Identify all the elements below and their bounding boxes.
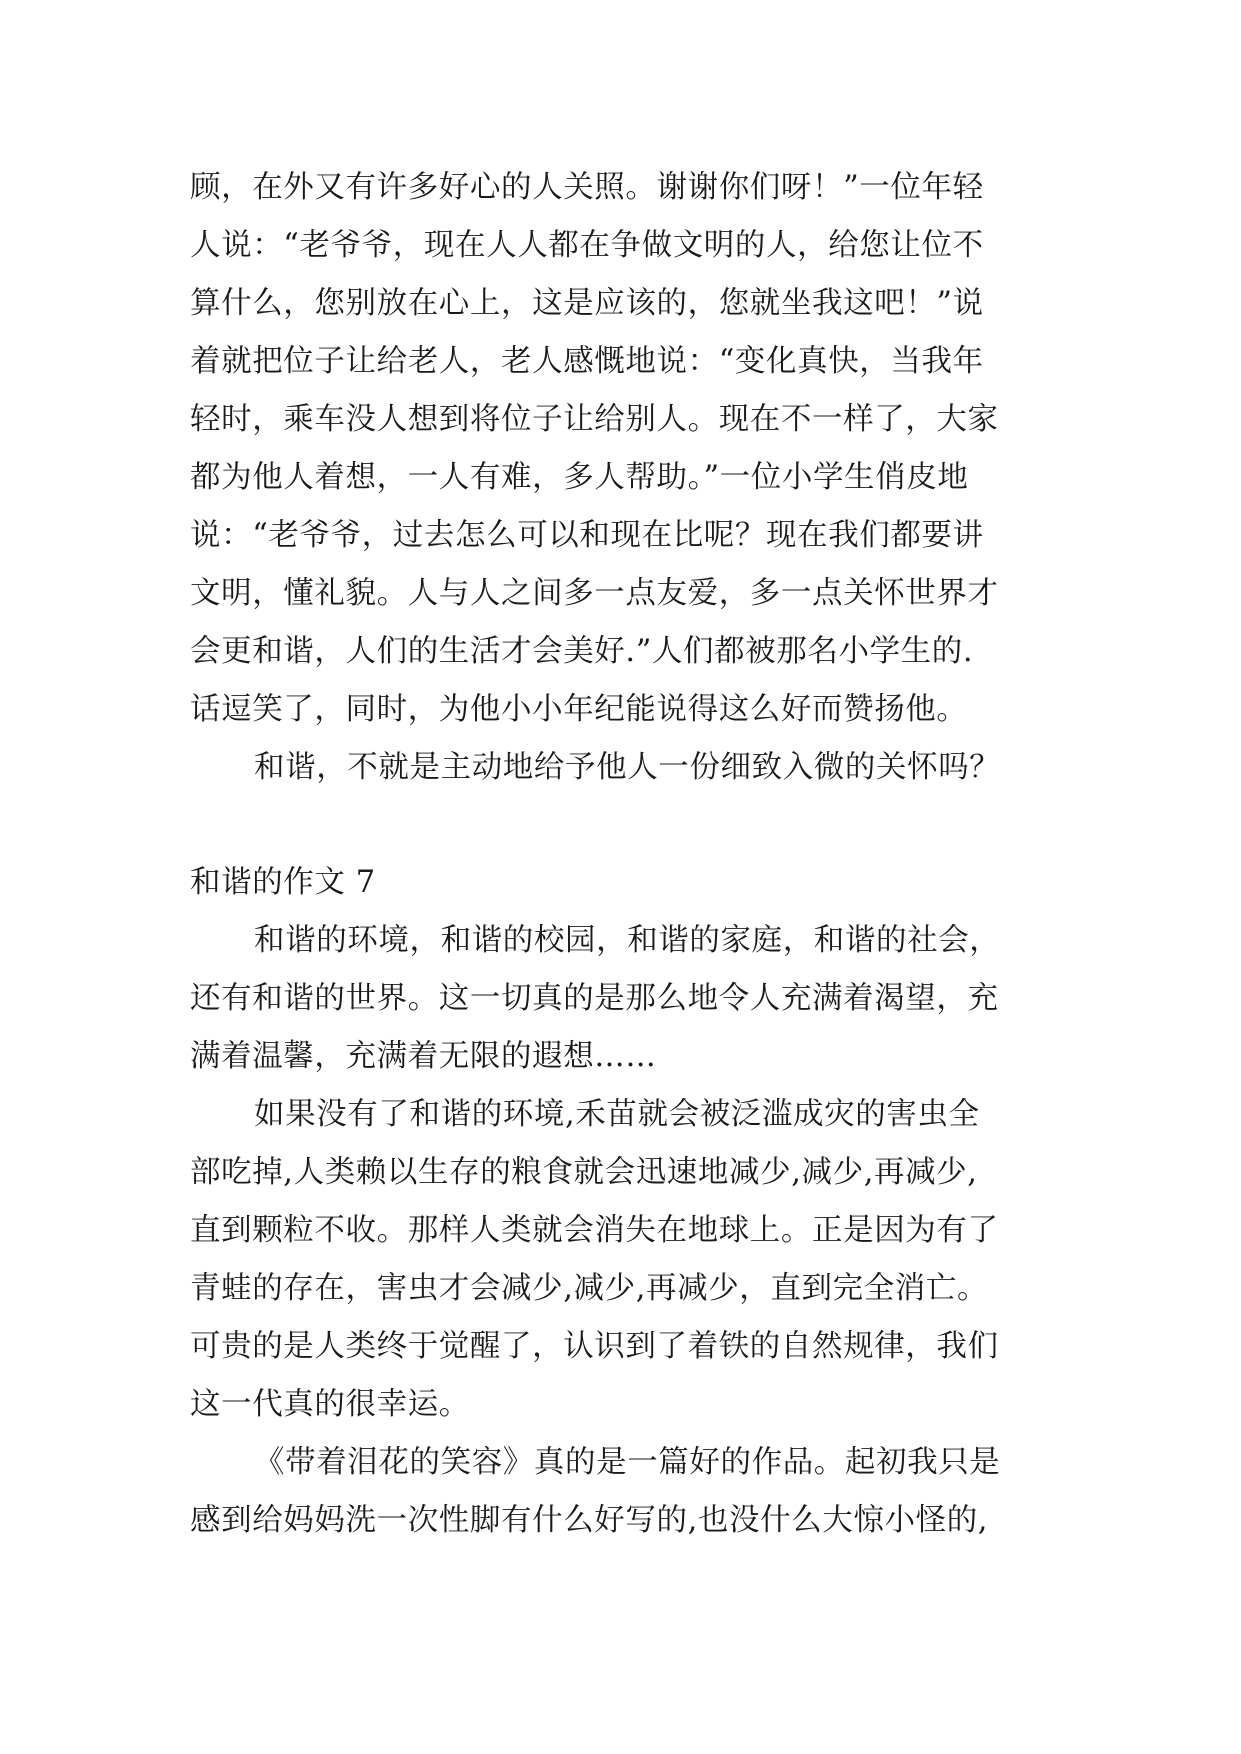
- text-line: 话逗笑了，同时，为他小小年纪能说得这么好而赞扬他。: [190, 692, 968, 727]
- paragraph-line: 如果没有了和谐的环境,禾苗就会被泛滥成灾的害虫全: [254, 1097, 980, 1132]
- text-line: 感到给妈妈洗一次性脚有什么好写的,也没什么大惊小怪的,: [190, 1503, 989, 1538]
- text-line: 会更和谐，人们的生活才会美好.”人们都被那名小学生的.: [190, 634, 974, 669]
- section-heading: 和谐的作文 7: [190, 865, 376, 900]
- text-line: 可贵的是人类终于觉醒了，认识到了着铁的自然规律，我们: [190, 1329, 999, 1364]
- paragraph-line: 和谐的环境，和谐的校园，和谐的家庭，和谐的社会，: [254, 923, 1001, 958]
- text-line: 直到颗粒不收。那样人类就会消失在地球上。正是因为有了: [190, 1213, 999, 1248]
- text-line: 青蛙的存在，害虫才会减少,减少,再减少，直到完全消亡。: [190, 1271, 989, 1306]
- text-line: 满着温馨，充满着无限的遐想……: [190, 1039, 657, 1074]
- text-line: 轻时，乘车没人想到将位子让给别人。现在不一样了，大家: [190, 402, 999, 437]
- text-line: 都为他人着想，一人有难，多人帮助。”一位小学生俏皮地: [190, 460, 969, 495]
- paragraph-line: 《带着泪花的笑容》真的是一篇好的作品。起初我只是: [254, 1445, 1001, 1480]
- text-line: 还有和谐的世界。这一切真的是那么地令人充满着渴望，充: [190, 981, 999, 1016]
- text-line: 文明，懂礼貌。人与人之间多一点友爱，多一点关怀世界才: [190, 576, 999, 611]
- text-line: 这一代真的很幸运。: [190, 1387, 470, 1422]
- text-line: 着就把位子让给老人，老人感慨地说：“变化真快，当我年: [190, 344, 984, 379]
- text-line: 顾，在外又有许多好心的人关照。谢谢你们呀！”一位年轻: [190, 170, 984, 205]
- text-line: 部吃掉,人类赖以生存的粮食就会迅速地减少,减少,再减少,: [190, 1155, 978, 1190]
- paragraph-line: 和谐，不就是主动地给予他人一份细致入微的关怀吗？: [254, 750, 1001, 785]
- text-line: 算什么，您别放在心上，这是应该的，您就坐我这吧！”说: [190, 286, 984, 321]
- text-line: 人说：“老爷爷，现在人人都在争做文明的人，给您让位不: [190, 228, 984, 263]
- text-line: 说：“老爷爷，过去怎么可以和现在比呢？现在我们都要讲: [190, 518, 984, 553]
